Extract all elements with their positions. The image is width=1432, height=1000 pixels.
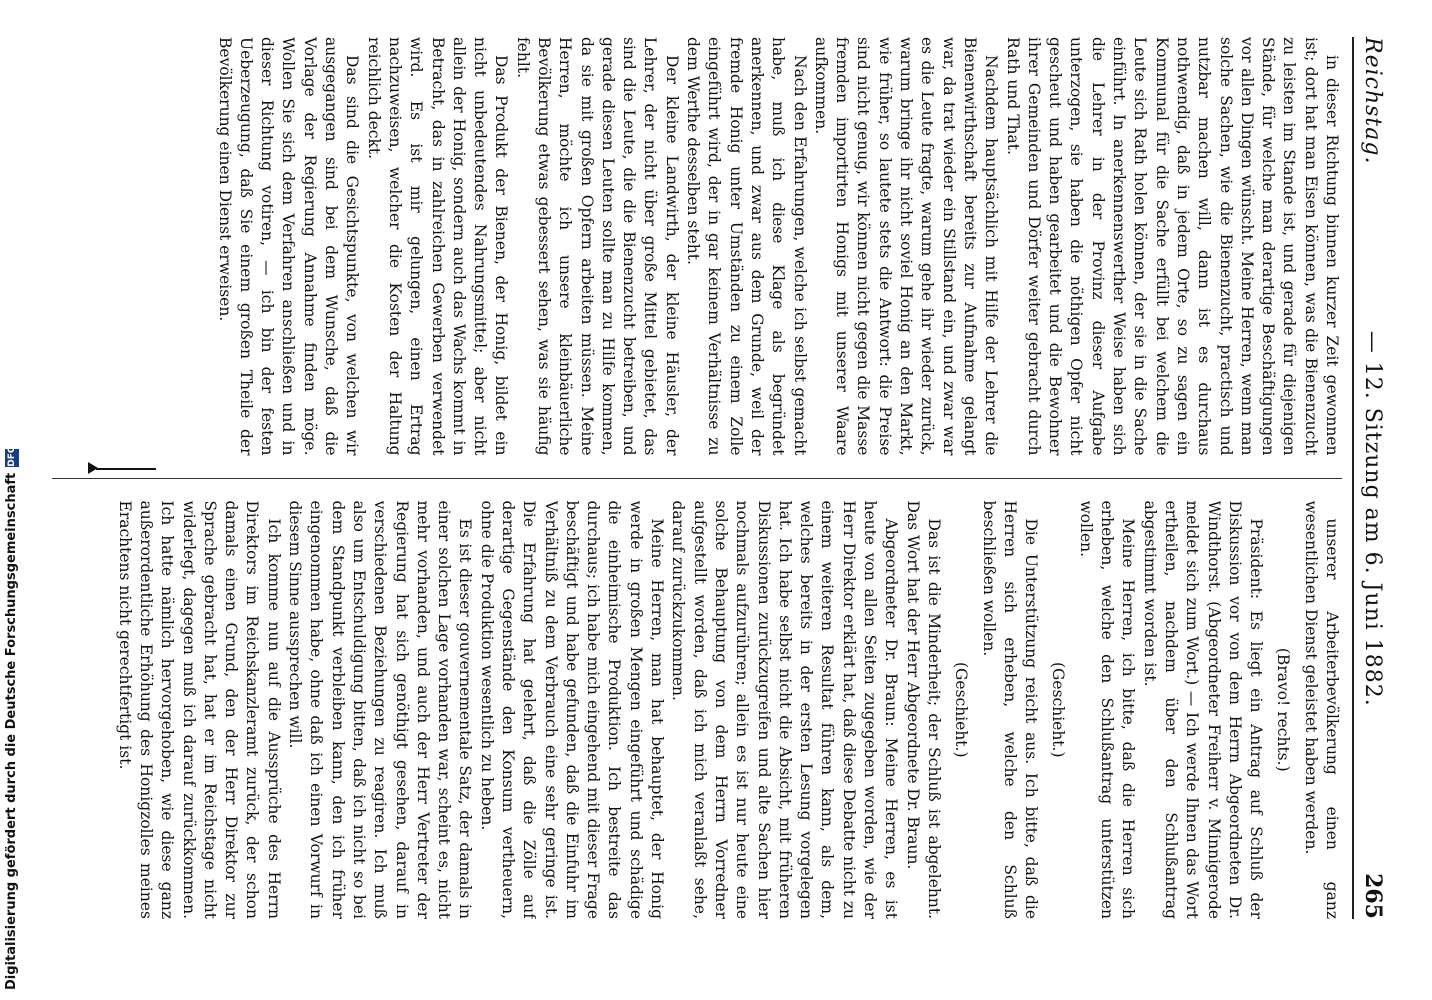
page-header [1352,37,1386,919]
header-session-title: — 12. Sitzung am 6. Juni 1882. [1360,330,1385,707]
column-divider [52,478,1342,479]
document-page [26,3,1406,953]
paragraph: Nach den Erfahrungen, welche ich selbst gemacht habe, muß ich diese Klage als begründet anerkennen, und zwar aus dem Grunde, weil der fremde Honig unter Umständen zu einem Zolle eingeführt wird, der in gar keinem Verhältnisse zu dem Werthe desselben steht. [684,37,809,456]
credit-text: Digitalisierung gefördert durch die Deutsche Forschungsgemeinschaft [4,472,19,990]
paragraph: Der kleine Landwirth, der kleine Häusler, der Lehrer, der nicht über große Mittel gebietet, das sind die Leute, die die Bienenzucht betreiben, und gerade diesen Leuten sollte man zu Hilfe kommen, da sie mit großen Opfern arbeiten müssen. Meine Herren, möchte ich unsere kleinbäuerliche Bevölkerung etwas gebessert sehen, was sie häufig fehlt. [513,37,681,456]
paragraph: Ich komme nun auf die Aussprüche des Herrn Direktors im Reichskanzleramt zurück, der schon damals einen Grund, den der Herr Direktor zur Sprache gebracht hat, hat er im Reichstage nicht widerlegt, dagegen muß ich darauf zurückkommen. Ich hatte nämlich hervorgehoben, wie diese ganz außerordentliche Erhöhung des Honigzolles meines Erachtens nicht gerechtfertigt ist. [115,500,283,919]
paragraph: unserer Arbeiterbevölkerung einen ganz wesentlichen Dienst geleistet haben werden. [1301,500,1341,919]
paragraph: Meine Herren, ich bitte, daß die Herren sich erheben, welche den Schlußantrag unterstützen wollen. [1076,500,1138,919]
paragraph: Es ist dieser gouvernementale Satz, der damals in einer solchen Lage vorhanden war, scheint es, nicht mehr vorhanden, und auch der Herr Vertreter der Regierung hat sich genöthigt gesehen, darauf in verschiedenen Beziehungen zu reagiren. Ich muß also um Entschuldigung bitten, daß ich nicht so bei dem Standpunkt verbleiben kann, den ich früher eingenommen habe, ohne daß ich einen Vorwurf in diesem Sinne aussprechen will. [286,500,475,919]
paragraph: Abgeordneter Dr. Braun: Meine Herren, es ist heute von allen Seiten zugegeben worden, wie der Herr Direktor erklärt hat, daß diese Debatte nicht zu einem weiteren Resultat führen kann, als dem, welches bereits in der ersten Lesung vorgelegen hat. Ich habe selbst nicht die Absicht, mit früheren Diskussionen zurückzugreifen und alte Sachen hier nochmals aufzurühren; allein es ist nur heute eine solche Behauptung von dem Herrn Vorredner aufgestellt worden, daß ich mich veranlaßt sehe, darauf zurückzukommen. [669,500,901,919]
paragraph: Präsident: Es liegt ein Antrag auf Schluß der Diskussion vor von dem Herrn Abgeordneten Dr. Windthorst. (Abgeordneter Freiherr v. Minnigerode meldet sich zum Wort.) — Ich werde Ihnen das Wort ertheilen, nachdem über den Schlußantrag abgestimmt worden ist. [1140,500,1266,919]
paragraph: Das ist die Minderheit; der Schluß ist abgelehnt. Das Wort hat der Herr Abgeordnete Dr. Braun. [903,500,943,919]
paragraph: Nachdem hauptsächlich mit Hilfe der Lehrer die Bienenwirthschaft bereits zur Aufnahme gelangt war, da trat wieder ein Stillstand ein, und zwar war es die Leute fragte, warum gehe ihr wieder zurück, warum bringe ihr nicht soviel Honig an den Markt, wie früher, so lautete stets die Antwort: die Preise sind nicht genug, wir können nicht gegen die Masse fremden importirten Honigs mit unserer Waare aufkommen. [811,37,1001,456]
header-left-title: Reichstag. [1360,37,1385,165]
paragraph: Die Unterstützung reicht aus. Ich bitte, daß die Herren sich erheben, welche den Schluß beschließen wollen. [979,500,1041,919]
text-column-1 [52,37,1342,456]
text-column-2 [52,501,1342,920]
dfg-logo: DFG [6,445,17,467]
paragraph: Das Produkt der Bienen, der Honig, bildet ein nicht unbedeutendes Nahrungsmittel; aber nicht allein der Honig, sondern auch das Wachs kommt in Betracht, das in zahlreichen Gewerben verwendet wird. Es ist mir gelungen, einen Ertrag nachzuweisen, welcher die Kosten der Haltung reichlich deckt. [364,37,511,456]
paragraph: (Bravo! rechts.) [1274,647,1293,772]
paragraph: Meine Herren, man hat behauptet, der Honig werde in großen Mengen eingeführt und schädige die einheimische Produktion. Ich bestreite das durchaus; ich habe mich eingehend mit dieser Frage beschäftigt und habe gefunden, daß die Einfuhr im Verhältniß zu dem Verbrauch eine sehr geringe ist. Die Erfahrung hat gelehrt, daß die Zölle auf derartige Gegenstände den Konsum vertheuern, ohne die Produktion wesentlich zu heben. [477,500,667,919]
paragraph: in dieser Richtung binnen kurzer Zeit gewonnen ist; dort hat man Eisen können, was die Bienenzucht zu leisten im Stande ist, und gerade für diejenigen Stände, für welche man derartige Beschäftigungen vor allen Dingen wünscht. Meine Herren, wenn man solche Sachen, wie die Bienenzucht, practisch und nutzbar machen will, dann ist es durchaus nothwendig, daß in jedem Orte, so zu sagen ein Kommunal für die Sache erfüllt bei welchem die Leute sich Rath holen können, der sie in die Sache einführt. In anerkennenswerther Weise haben sich die Lehrer in der Provinz dieser Aufgabe unterzogen, sie haben die nöthigen Opfer nicht gescheut und haben gearbeitet und die Bewohner ihrer Gemeinden und Dörfer weiter gebracht durch Rath und That. [1003,37,1341,456]
digitization-credit [4,0,19,990]
page-number: 265 [1360,873,1386,919]
text-columns [52,37,1342,919]
paragraph: Das sind die Gesichtspunkte, von welchen wir ausgegangen sind bei dem Wunsche, daß die Vorlage der Regierung Annahme finden möge. Wollen Sie sich dem Verfahren anschließen und in dieser Richtung votiren, — ich bin der festen Ueberzeugung, daß Sie einem großen Theile der Bevölkerung einen Dienst erweisen. [215,37,362,456]
paragraph: (Geschieht.) [1049,661,1068,758]
paragraph: (Geschieht.) [952,661,971,758]
